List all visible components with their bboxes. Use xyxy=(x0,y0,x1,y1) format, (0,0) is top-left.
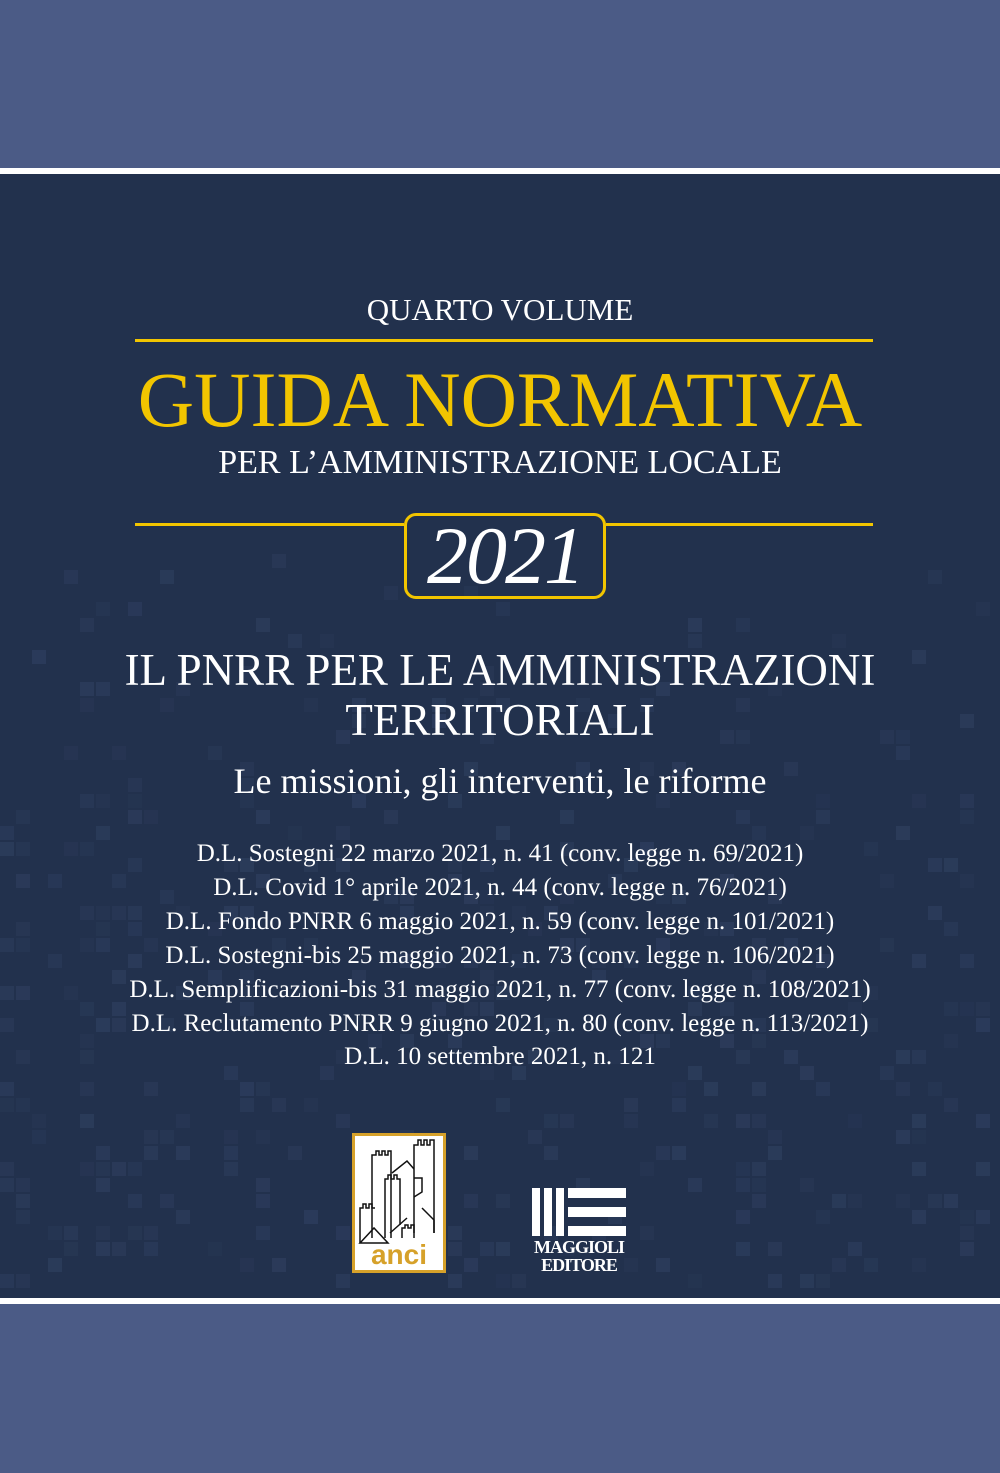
decree-item: D.L. Sostegni-bis 25 maggio 2021, n. 73 (conv. legge n. 106/2021) xyxy=(165,942,835,969)
background-pixel xyxy=(624,1098,638,1112)
background-pixel xyxy=(336,1274,350,1288)
background-pixel xyxy=(0,1178,14,1192)
background-pixel xyxy=(128,1162,142,1176)
background-pixel xyxy=(304,1210,318,1224)
background-pixel xyxy=(896,1130,910,1144)
background-pixel xyxy=(752,1194,766,1208)
background-pixel xyxy=(752,1114,766,1128)
background-pixel xyxy=(960,1210,974,1224)
background-pixel xyxy=(256,1178,270,1192)
background-pixel xyxy=(112,746,126,760)
background-pixel xyxy=(544,1114,558,1128)
background-pixel xyxy=(928,1082,942,1096)
background-pixel xyxy=(496,602,510,616)
background-pixel xyxy=(768,1146,782,1160)
background-pixel xyxy=(704,1114,718,1128)
background-pixel xyxy=(496,826,510,840)
background-pixel xyxy=(496,1098,510,1112)
background-pixel xyxy=(0,1082,14,1096)
background-pixel xyxy=(560,810,574,824)
background-pixel xyxy=(128,810,142,824)
background-pixel xyxy=(896,1082,910,1096)
background-pixel xyxy=(736,1162,750,1176)
background-pixel xyxy=(816,1274,830,1288)
decree-item: D.L. Semplificazioni-bis 31 maggio 2021, n. 77 (conv. legge n. 108/2021) xyxy=(129,976,871,1003)
background-pixel xyxy=(96,826,110,840)
background-pixel xyxy=(752,1162,766,1176)
background-pixel xyxy=(144,1242,158,1256)
background-pixel xyxy=(544,1146,558,1160)
background-pixel xyxy=(96,602,110,616)
background-pixel xyxy=(160,570,174,584)
background-pixel xyxy=(112,1162,126,1176)
background-pixel xyxy=(688,1178,702,1192)
background-pixel xyxy=(144,1130,158,1144)
background-pixel xyxy=(16,1194,30,1208)
background-pixel xyxy=(176,1210,190,1224)
background-pixel xyxy=(832,1194,846,1208)
yellow-rule-left xyxy=(135,523,404,526)
background-pixel xyxy=(176,1114,190,1128)
background-pixel xyxy=(912,1130,926,1144)
background-pixel xyxy=(848,1242,862,1256)
background-pixel xyxy=(848,1194,862,1208)
background-pixel xyxy=(976,1162,990,1176)
background-pixel xyxy=(896,826,910,840)
background-pixel xyxy=(128,1226,142,1240)
background-pixel xyxy=(208,1242,222,1256)
heading-line1: IL PNRR PER LE AMMINISTRAZIONI xyxy=(124,645,876,695)
background-pixel xyxy=(64,570,78,584)
background-pixel xyxy=(960,1242,974,1256)
background-pixel xyxy=(144,1082,158,1096)
top-band xyxy=(0,0,1000,168)
background-pixel xyxy=(256,1130,270,1144)
background-pixel xyxy=(160,1130,174,1144)
background-pixel xyxy=(912,1258,926,1272)
book-subtitle: PER L’AMMINISTRAZIONE LOCALE xyxy=(218,444,782,481)
background-pixel xyxy=(800,1178,814,1192)
background-pixel xyxy=(224,1146,238,1160)
background-pixel xyxy=(768,1242,782,1256)
background-pixel xyxy=(256,618,270,632)
maggioli-editore-logo xyxy=(530,1188,628,1278)
background-pixel xyxy=(208,746,222,760)
background-pixel xyxy=(144,1226,158,1240)
bottom-band xyxy=(0,1305,1000,1473)
background-pixel xyxy=(816,810,830,824)
background-pixel xyxy=(672,1146,686,1160)
anci-wordmark: anci xyxy=(370,1239,428,1270)
background-pixel xyxy=(256,1082,270,1096)
background-pixel xyxy=(272,554,286,568)
background-pixel xyxy=(256,1226,270,1240)
background-pixel xyxy=(928,1194,942,1208)
background-pixel xyxy=(288,1146,302,1160)
background-pixel xyxy=(384,810,398,824)
background-pixel xyxy=(64,1226,78,1240)
background-pixel xyxy=(288,826,302,840)
background-pixel xyxy=(272,1258,286,1272)
background-pixel xyxy=(928,570,942,584)
volume-label: QUARTO VOLUME xyxy=(366,292,634,327)
background-pixel xyxy=(736,1210,750,1224)
background-pixel xyxy=(128,1194,142,1208)
background-pixel xyxy=(672,1082,686,1096)
background-pixel xyxy=(128,602,142,616)
background-pixel xyxy=(816,1210,830,1224)
background-pixel xyxy=(752,1082,766,1096)
decree-item: D.L. Covid 1° aprile 2021, n. 44 (conv. legge n. 76/2021) xyxy=(213,874,787,901)
background-pixel xyxy=(688,618,702,632)
yellow-rule-right xyxy=(606,523,873,526)
decree-item: D.L. Fondo PNRR 6 maggio 2021, n. 59 (conv. legge n. 101/2021) xyxy=(165,908,835,935)
background-pixel xyxy=(80,1114,94,1128)
background-pixel xyxy=(768,1130,782,1144)
background-pixel xyxy=(0,1098,14,1112)
background-pixel xyxy=(848,1114,862,1128)
background-pixel xyxy=(384,586,398,600)
background-pixel xyxy=(144,810,158,824)
background-pixel xyxy=(816,1082,830,1096)
background-pixel xyxy=(304,1098,318,1112)
background-pixel xyxy=(448,1274,462,1288)
anci-logo xyxy=(352,1133,446,1273)
background-pixel xyxy=(496,1274,510,1288)
background-pixel xyxy=(448,1242,462,1256)
publisher-name-line1: MAGGIOLI xyxy=(533,1237,624,1257)
background-pixel xyxy=(704,1082,718,1096)
background-pixel xyxy=(16,1274,30,1288)
background-pixel xyxy=(896,1194,910,1208)
background-pixel xyxy=(64,1242,78,1256)
background-pixel xyxy=(224,1130,238,1144)
background-pixel xyxy=(0,1162,14,1176)
background-pixel xyxy=(336,1114,350,1128)
background-pixel xyxy=(160,1194,174,1208)
background-pixel xyxy=(672,1098,686,1112)
background-pixel xyxy=(912,1162,926,1176)
background-pixel xyxy=(736,618,750,632)
background-pixel xyxy=(112,1242,126,1256)
background-pixel xyxy=(736,1178,750,1192)
background-pixel xyxy=(960,810,974,824)
background-pixel xyxy=(832,1258,846,1272)
background-pixel xyxy=(240,1082,254,1096)
background-pixel xyxy=(528,1130,542,1144)
background-pixel xyxy=(16,810,30,824)
decree-item: D.L. Reclutamento PNRR 9 giugno 2021, n. 80 (conv. legge n. 113/2021) xyxy=(131,1010,869,1037)
background-pixel xyxy=(96,1178,110,1192)
background-pixel xyxy=(944,1098,958,1112)
background-pixel xyxy=(736,810,750,824)
background-pixel xyxy=(0,1274,14,1288)
background-pixel xyxy=(640,1226,654,1240)
background-pixel xyxy=(944,1194,958,1208)
background-pixel xyxy=(16,1178,30,1192)
background-pixel xyxy=(864,1258,878,1272)
background-pixel xyxy=(624,1114,638,1128)
decree-item: D.L. 10 settembre 2021, n. 121 xyxy=(344,1043,656,1070)
background-pixel xyxy=(256,810,270,824)
background-pixel xyxy=(16,1210,30,1224)
background-pixel xyxy=(752,826,766,840)
publisher-name-line2: EDITORE xyxy=(541,1255,617,1275)
background-pixel xyxy=(240,1098,254,1112)
background-pixel xyxy=(896,746,910,760)
background-pixel xyxy=(736,1114,750,1128)
background-pixel xyxy=(144,1146,158,1160)
background-pixel xyxy=(224,1162,238,1176)
background-pixel xyxy=(96,1242,110,1256)
background-pixel xyxy=(0,826,14,840)
background-pixel xyxy=(496,1194,510,1208)
background-pixel xyxy=(976,1114,990,1128)
background-pixel xyxy=(560,1114,574,1128)
background-pixel xyxy=(176,1146,190,1160)
background-pixel xyxy=(448,1226,462,1240)
background-pixel xyxy=(240,1258,254,1272)
background-pixel xyxy=(80,1082,94,1096)
background-pixel xyxy=(736,1242,750,1256)
background-pixel xyxy=(80,1162,94,1176)
background-pixel xyxy=(96,1162,110,1176)
background-pixel xyxy=(464,1146,478,1160)
tagline: Le missioni, gli interventi, le riforme xyxy=(233,761,767,801)
background-pixel xyxy=(336,1226,350,1240)
background-pixel xyxy=(976,1210,990,1224)
background-pixel xyxy=(16,1098,30,1112)
background-pixel xyxy=(80,618,94,632)
background-pixel xyxy=(96,1226,110,1240)
background-pixel xyxy=(976,602,990,616)
background-pixel xyxy=(480,1242,494,1256)
decree-item: D.L. Sostegni 22 marzo 2021, n. 41 (conv. legge n. 69/2021) xyxy=(196,840,804,867)
background-pixel xyxy=(96,1146,110,1160)
book-title: GUIDA NORMATIVA xyxy=(137,356,863,443)
background-pixel xyxy=(32,1114,46,1128)
background-pixel xyxy=(48,1226,62,1240)
background-pixel xyxy=(800,826,814,840)
heading-line2: TERRITORIALI xyxy=(345,695,655,745)
background-pixel xyxy=(48,1258,62,1272)
background-pixel xyxy=(512,1274,526,1288)
background-pixel xyxy=(768,1274,782,1288)
background-pixel xyxy=(32,1130,46,1144)
background-pixel xyxy=(656,1258,670,1272)
background-pixel xyxy=(656,1146,670,1160)
background-pixel xyxy=(912,1114,926,1128)
bottom-divider xyxy=(0,1298,1000,1304)
background-pixel xyxy=(688,1274,702,1288)
yellow-rule-top xyxy=(135,339,873,342)
background-pixel xyxy=(464,1258,478,1272)
background-pixel xyxy=(640,1162,654,1176)
background-pixel xyxy=(960,1226,974,1240)
background-pixel xyxy=(496,1242,510,1256)
background-pixel xyxy=(64,746,78,760)
year-badge: 2021 xyxy=(404,513,606,599)
background-pixel xyxy=(272,1098,286,1112)
background-pixel xyxy=(464,1194,478,1208)
background-pixel xyxy=(752,1178,766,1192)
background-pixel xyxy=(256,1194,270,1208)
background-pixel xyxy=(800,1274,814,1288)
background-pixel xyxy=(912,1210,926,1224)
background-pixel xyxy=(336,826,350,840)
